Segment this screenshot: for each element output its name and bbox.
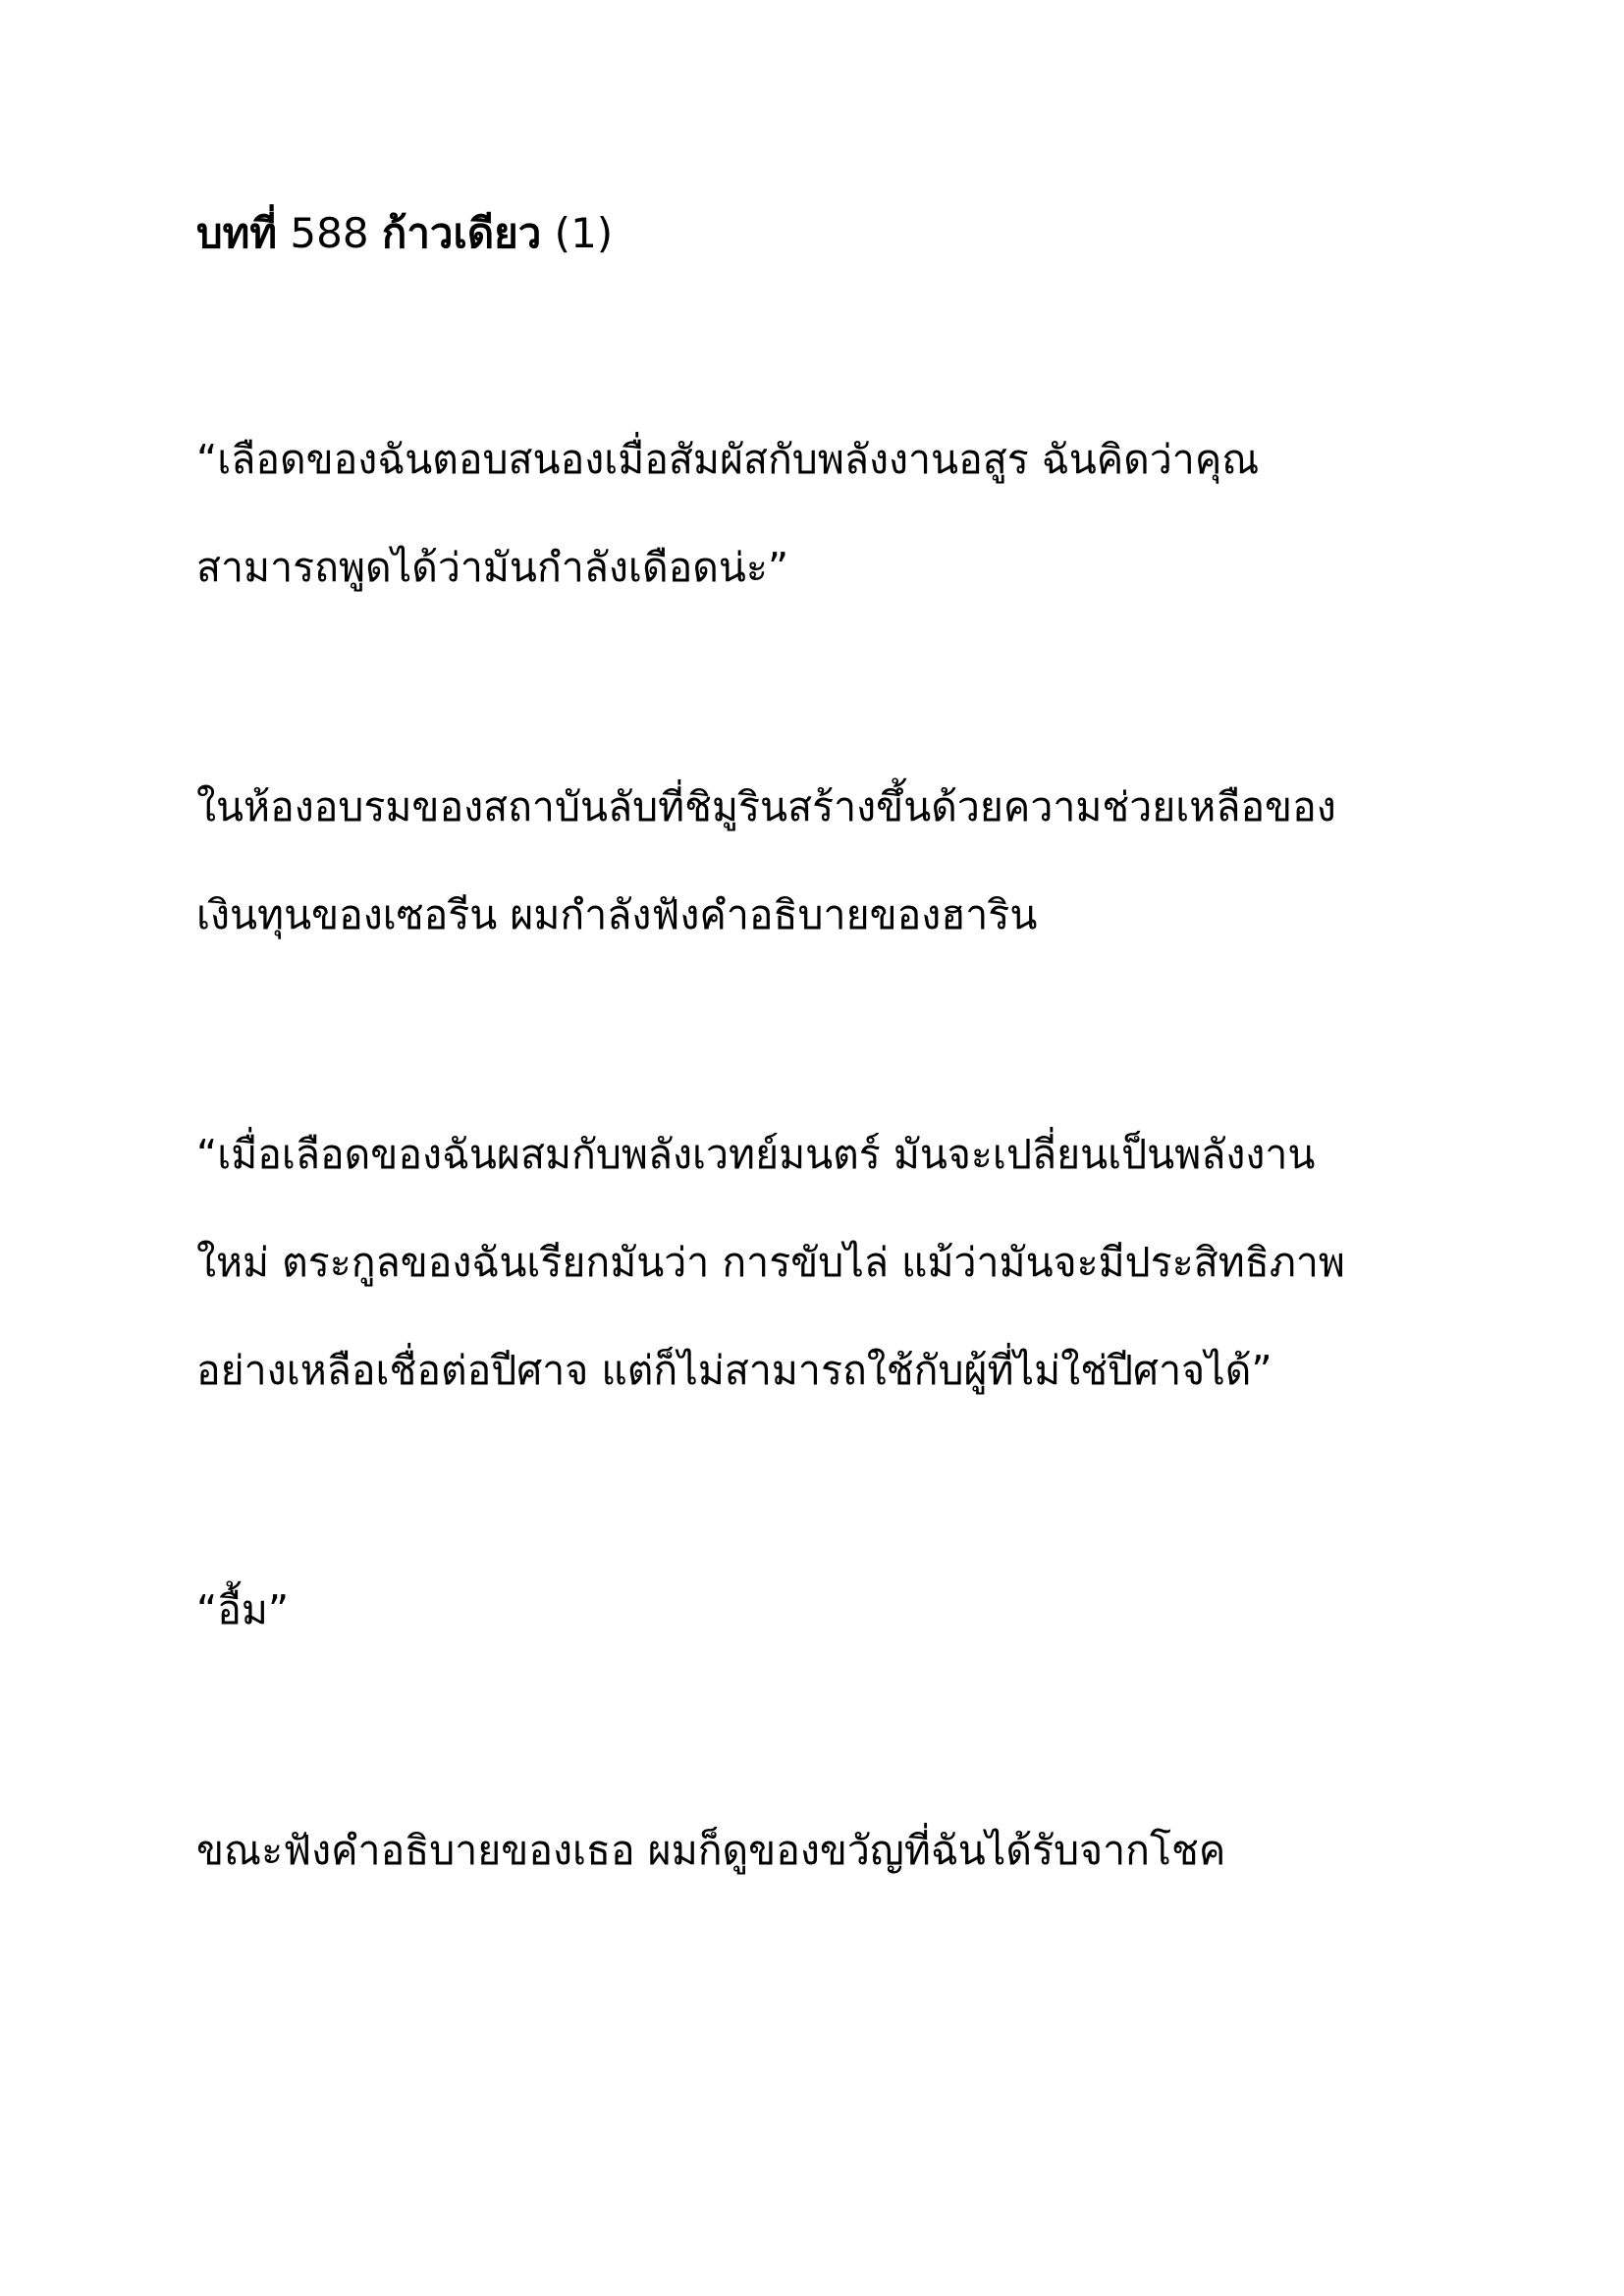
chapter-number: 588 <box>277 209 382 257</box>
chapter-title <box>196 204 613 263</box>
chapter-title-prefix: บทที่ <box>196 209 278 257</box>
paragraph-1-line-1: “เลือดของฉันตอบสนองเมื่อสัมผัสกับพลังงานอสูร ฉันคิดว่าคุณ <box>196 436 1260 483</box>
paragraph-5-line-1: ขณะฟังคำอธิบายของเธอ ผมก็ดูของขวัญที่ฉันได้รับจากโชค <box>196 1827 1226 1874</box>
paragraph-2-line-1: ในห้องอบรมของสถาบันลับที่ชิมูรินสร้างขึ้นด้วยความช่วยเหลือของ <box>196 783 1336 830</box>
paragraph-1-line-2: สามารถพูดได้ว่ามันกำลังเดือดน่ะ” <box>196 544 789 591</box>
chapter-part: (1) <box>541 209 614 257</box>
paragraph-3-line-3: อย่างเหลือเชื่อต่อปีศาจ แต่ก็ไม่สามารถใช้กับผู้ที่ไม่ใช่ปีศาจได้” <box>196 1347 1272 1394</box>
paragraph-4-line-1: “อื้ม” <box>196 1586 290 1633</box>
chapter-title-name: ก้าวเดียว <box>381 209 542 257</box>
paragraph-3-line-1: “เมื่อเลือดของฉันผสมกับพลังเวทย์มนตร์ มันจะเปลี่ยนเป็นพลังงาน <box>196 1131 1316 1178</box>
paragraph-2-line-2: เงินทุนของเซอรีน ผมกำลังฟังคำอธิบายของฮาริน <box>196 891 1038 938</box>
paragraph-3-line-2: ใหม่ ตระกูลของฉันเรียกมันว่า การขับไล่ แม้ว่ามันจะมีประสิทธิภาพ <box>196 1239 1345 1286</box>
